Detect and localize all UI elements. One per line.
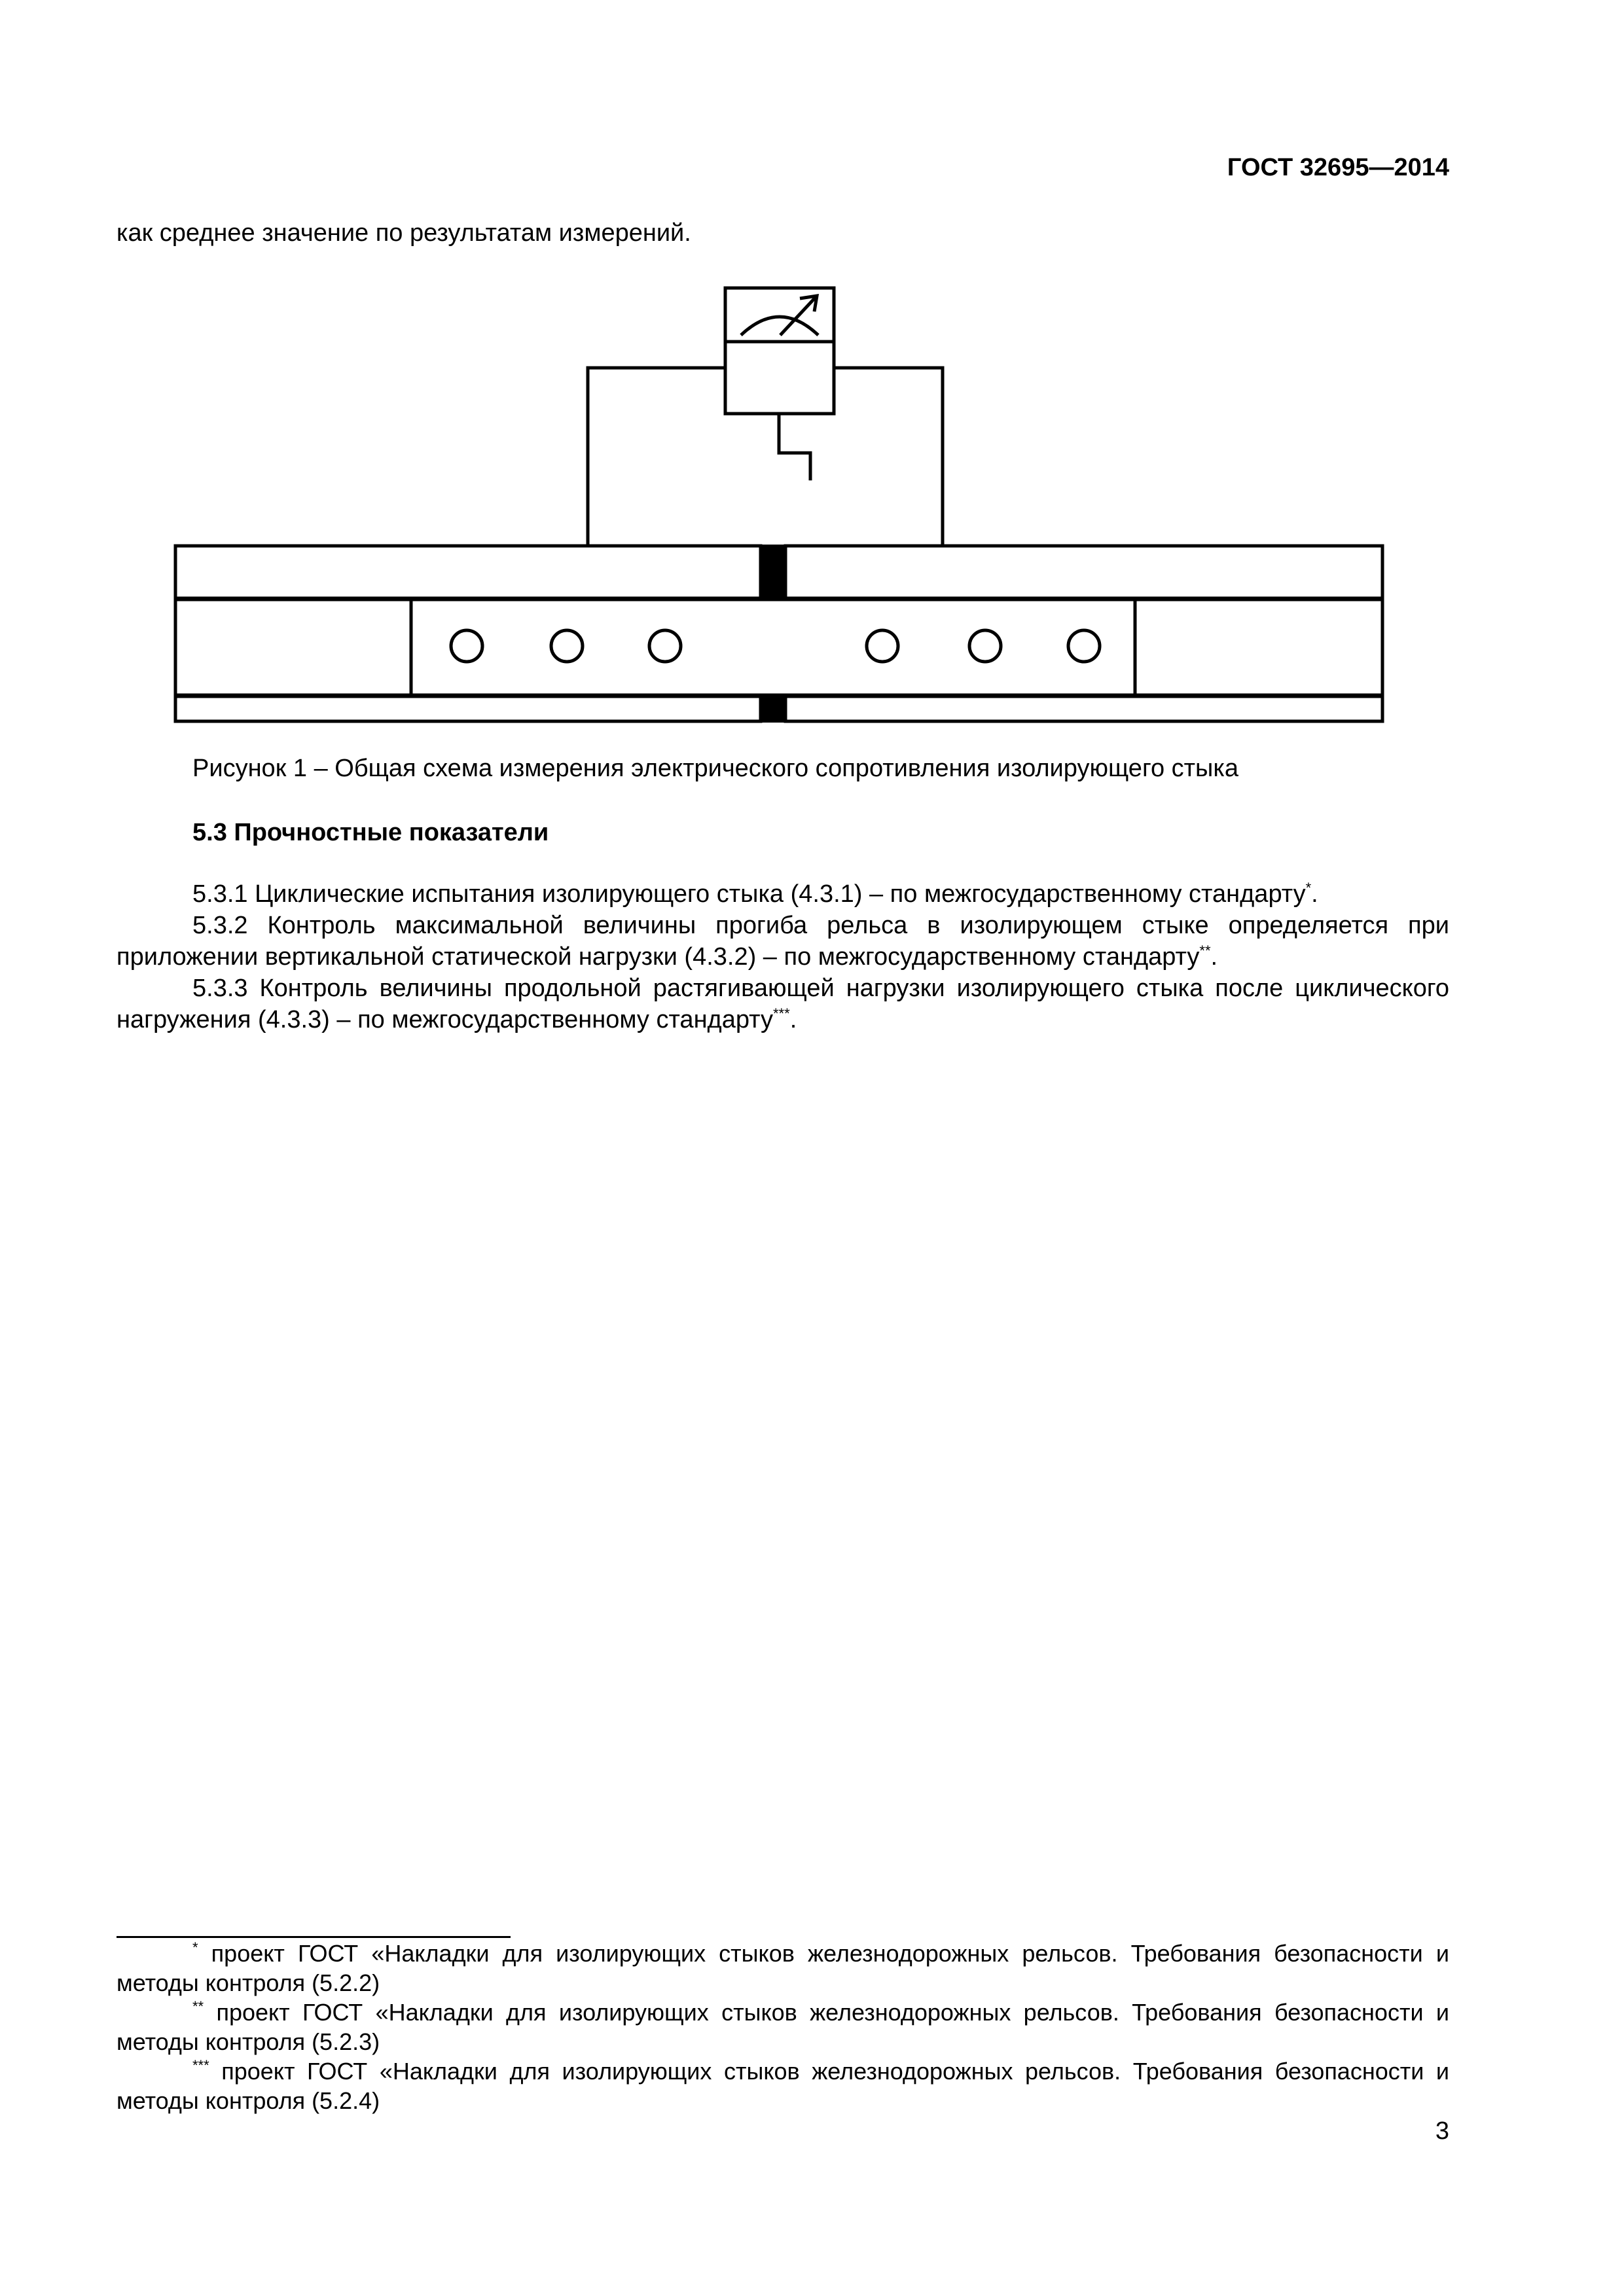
document-code-header: ГОСТ 32695—2014 [1227, 154, 1449, 181]
rail-web [175, 600, 1382, 695]
ohmmeter-dial-arc [741, 317, 818, 335]
joint-bar [411, 600, 1135, 695]
bolt-hole [451, 630, 482, 662]
figure-caption: Рисунок 1 – Общая схема измерения электрического сопротивления изолирующего стыка [192, 755, 1238, 782]
section-title: 5.3 Прочностные показатели [192, 819, 549, 846]
right-lead-wire [834, 368, 943, 546]
footnote: *** проект ГОСТ «Накладки для изолирующих стыков железнодорожных рельсов. Требования безопасности и методы контроля (5.2.4) [117, 2057, 1449, 2114]
footnote-ref: * [1305, 880, 1312, 896]
bolt-hole [867, 630, 898, 662]
footnote-mark: ** [192, 1998, 204, 2015]
insulating-insert-bottom [761, 695, 785, 723]
footnotes [117, 1939, 1449, 2115]
footnote-separator [117, 1936, 511, 1938]
bolt-hole [969, 630, 1001, 662]
rail-base-left [175, 696, 761, 721]
rail-head-right [785, 546, 1382, 598]
footnote-mark: *** [192, 2057, 209, 2073]
rail-base-right [785, 696, 1382, 721]
footnote: ** проект ГОСТ «Накладки для изолирующих стыков железнодорожных рельсов. Требования безопасности и методы контроля (5.2.3) [117, 1998, 1449, 2055]
measurement-scheme-figure [164, 275, 1407, 733]
insulating-insert-top [761, 545, 785, 600]
left-lead-wire [588, 368, 725, 546]
footnote-ref: *** [773, 1005, 790, 1022]
bolt-hole [649, 630, 681, 662]
page-number: 3 [1435, 2117, 1449, 2145]
ohmmeter-body-box [725, 342, 834, 414]
footnote-ref: ** [1199, 942, 1211, 959]
lead-text: как среднее значение по результатам измерений. [117, 219, 691, 247]
footnote: * проект ГОСТ «Накладки для изолирующих стыков железнодорожных рельсов. Требования безопасности и методы контроля (5.2.2) [117, 1939, 1449, 1996]
paragraph-5-3-3: 5.3.3 Контроль величины продольной растягивающей нагрузки изолирующего стыка после циклического нагружения (4.3.3) – по межгосударственному стандарту***. [117, 975, 1449, 1033]
section-body [117, 878, 1449, 1035]
bolt-hole [551, 630, 583, 662]
bolt-hole [1068, 630, 1100, 662]
ground-lead-wire [779, 414, 810, 480]
paragraph-5-3-2: 5.3.2 Контроль максимальной величины прогиба рельса в изолирующем стыке определяется при приложении вертикальной статической нагрузки (4.3.2) – по межгосударственному стандарту**. [117, 912, 1449, 971]
rail-head-left [175, 546, 761, 598]
paragraph-5-3-1: 5.3.1 Циклические испытания изолирующего стыка (4.3.1) – по межгосударственному стандарту*. [192, 880, 1318, 908]
footnote-mark: * [192, 1939, 198, 1956]
